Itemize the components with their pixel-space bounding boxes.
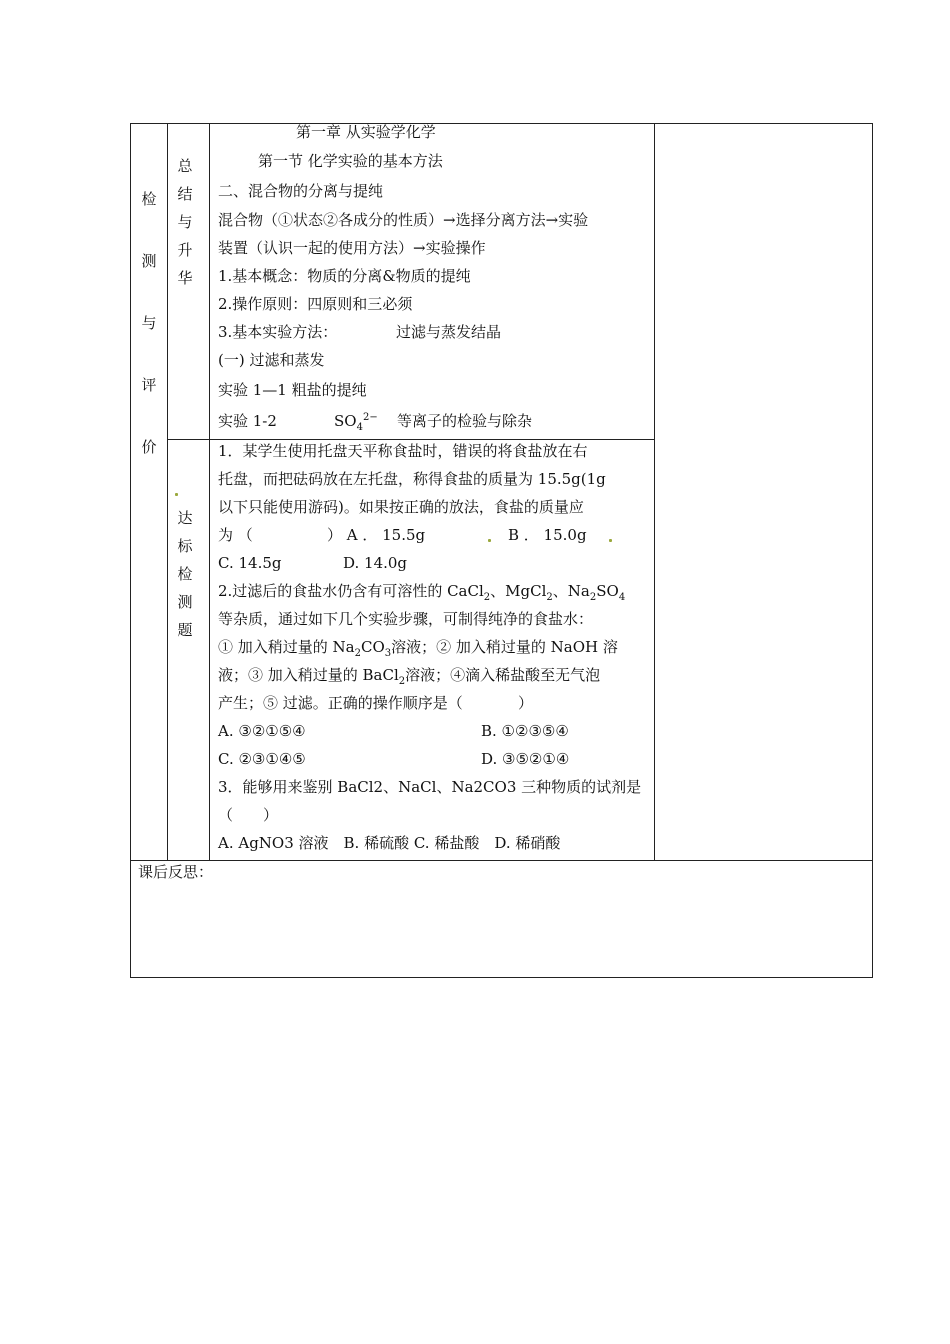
q2-sub: 3 (384, 648, 392, 659)
q2-option-a: A. ③②①⑤④ (218, 722, 306, 740)
q2-text: 2.过滤后的食盐水仍含有可溶性的 CaCl (218, 582, 484, 600)
summary-line: 等离子的检验与除杂 (397, 412, 533, 430)
stray-mark (609, 539, 612, 542)
q2-sub: 2 (546, 592, 553, 603)
formula-sub: 4 (356, 422, 363, 433)
q1-option-d: D. 14.0g (343, 554, 408, 572)
q2-sub: 2 (483, 592, 491, 603)
summary-line: 二、混合物的分离与提纯 (218, 182, 384, 200)
q1-line: 托盘，而把砝码放在左托盘，称得食盐的质量为 15.5g(1g (218, 470, 606, 488)
q3-line: 3．能够用来鉴别 BaCl2、NaCl、Na2CO3 三种物质的试剂是 (218, 778, 642, 796)
q2-line (218, 661, 600, 689)
left-label-char: 与 (141, 314, 157, 332)
section1-label-char: 与 (177, 213, 193, 231)
q2-option-c: C. ②③①④⑤ (218, 750, 306, 768)
sulfate-formula (334, 407, 378, 435)
formula-text: SO (334, 412, 357, 430)
q2-text: 溶液；② 加入稍过量的 NaOH 溶 (391, 638, 618, 656)
q2-sub: 2 (354, 648, 361, 659)
section1-label-char: 升 (177, 241, 193, 259)
summary-line: (一) 过滤和蒸发 (218, 351, 325, 369)
left-label-char: 评 (141, 376, 157, 394)
stray-mark (488, 539, 491, 542)
summary-line: 1.基本概念：物质的分离&物质的提纯 (218, 267, 471, 285)
formula-sup: 2− (362, 412, 378, 423)
q2-option-b: B. ①②③⑤④ (481, 722, 569, 740)
section2-label-char: 测 (177, 593, 193, 611)
summary-line: 过滤与蒸发结晶 (396, 323, 502, 341)
section2-label-char: 标 (177, 537, 193, 555)
q2-line: ） (518, 694, 534, 712)
q2-sub: 4 (618, 592, 626, 603)
q1-line: 1．某学生使用托盘天平称食盐时，错误的将食盐放在右 (218, 442, 588, 460)
q2-line: 等杂质，通过如下几个实验步骤，可制得纯净的食盐水： (218, 610, 594, 628)
summary-line: 装置（认识一起的使用方法）→实验操作 (218, 239, 486, 257)
section1-label-char: 总 (177, 157, 193, 175)
q1-line: 为 （ (218, 526, 253, 544)
q2-sub: 2 (398, 676, 406, 687)
summary-line: 2.操作原则：四原则和三必须 (218, 295, 413, 313)
section1-label-char: 结 (177, 185, 193, 203)
q2-text: 溶液；④滴入稀盐酸至无气泡 (405, 666, 601, 684)
q2-text: 、MgCl (490, 582, 547, 600)
q2-line (218, 577, 625, 605)
q2-line (218, 633, 618, 661)
section2-label (175, 507, 195, 647)
left-label-char: 价 (141, 438, 157, 456)
summary-line: 实验 1-2 (218, 412, 277, 430)
section1-label-char: 华 (177, 269, 193, 287)
q1-option-a: ） A ． 15.5g (327, 526, 426, 544)
q2-text: SO (596, 582, 619, 600)
summary-line: 3.基本实验方法： (218, 323, 338, 341)
q2-option-d: D. ③⑤②①④ (481, 750, 570, 768)
section2-label-char: 检 (177, 565, 193, 583)
q3-options: A. AgNO3 溶液 B. 稀硫酸 C. 稀盐酸 D. 稀硝酸 (218, 834, 561, 852)
chapter-title: 第一章 从实验学化学 (296, 123, 436, 141)
section2-label-char: 达 (177, 509, 193, 527)
section1-label (175, 155, 195, 295)
q2-text: 、Na (552, 582, 590, 600)
q1-option-b: B ． 15.0g (508, 526, 587, 544)
q1-option-c: C. 14.5g (218, 554, 282, 572)
divider-col1 (167, 123, 168, 861)
q3-line: （ ） (218, 806, 279, 824)
divider-col3 (654, 123, 655, 861)
q2-text: CO (360, 638, 385, 656)
left-label (139, 188, 159, 498)
q2-text: 液；③ 加入稍过量的 BaCl (218, 666, 399, 684)
divider-row2 (130, 860, 873, 861)
q1-line: 以下只能使用游码)。如果按正确的放法，食盐的质量应 (218, 498, 584, 516)
q2-text: ① 加入稍过量的 Na (218, 638, 355, 656)
section2-label-char: 题 (177, 621, 193, 639)
stray-mark (175, 493, 178, 496)
reflection-label: 课后反思： (138, 863, 214, 881)
summary-line: 实验 1—1 粗盐的提纯 (218, 381, 367, 399)
q2-line: 产生；⑤ 过滤。正确的操作顺序是（ (218, 694, 463, 712)
divider-col2 (209, 123, 210, 861)
left-label-char: 测 (141, 252, 157, 270)
section-title: 第一节 化学实验的基本方法 (258, 152, 443, 170)
summary-line: 混合物（①状态②各成分的性质）→选择分离方法→实验 (218, 211, 589, 229)
q2-sub: 2 (589, 592, 597, 603)
left-label-char: 检 (141, 190, 157, 208)
